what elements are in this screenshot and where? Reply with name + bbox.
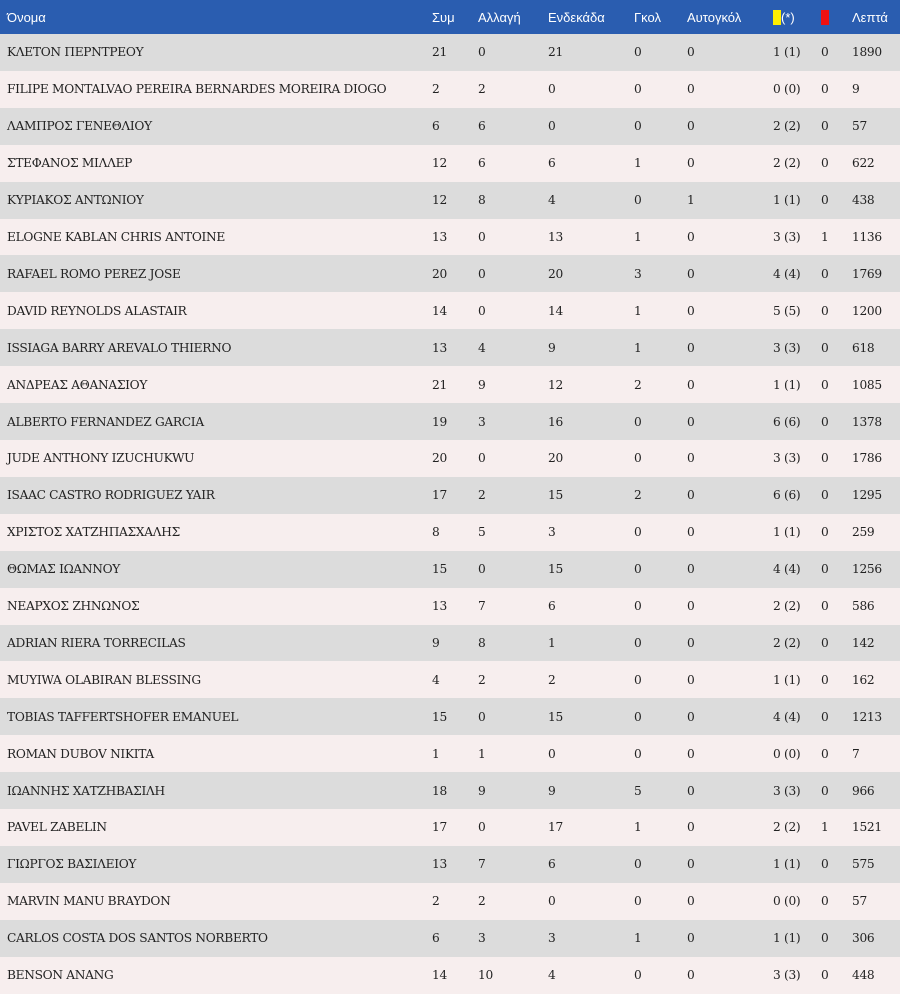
cell-name[interactable]: ΙΩΑΝΝΗΣ ΧΑΤΖΗΒΑΣΙΛΗ bbox=[7, 783, 165, 798]
cell-apps: 21 bbox=[432, 45, 447, 60]
table-row[interactable] bbox=[0, 883, 900, 920]
cell-starting: 16 bbox=[548, 414, 563, 429]
cell-red-cards: 0 bbox=[821, 525, 829, 540]
cell-name[interactable]: ELOGNE KABLAN CHRIS ANTOINE bbox=[7, 229, 225, 244]
cell-own-goals: 0 bbox=[687, 894, 695, 909]
cell-starting: 20 bbox=[548, 451, 563, 466]
cell-yellow-cards: 1 (1) bbox=[773, 193, 801, 208]
cell-goals: 0 bbox=[634, 709, 642, 724]
cell-red-cards: 0 bbox=[821, 672, 829, 687]
cell-name[interactable]: ROMAN DUBOV NIKITA bbox=[7, 746, 154, 761]
cell-sub: 2 bbox=[478, 894, 486, 909]
cell-own-goals: 0 bbox=[687, 303, 695, 318]
cell-yellow-cards: 6 (6) bbox=[773, 488, 801, 503]
cell-apps: 6 bbox=[432, 119, 440, 134]
cell-starting: 3 bbox=[548, 931, 556, 946]
cell-starting: 6 bbox=[548, 156, 556, 171]
cell-own-goals: 0 bbox=[687, 746, 695, 761]
cell-minutes: 622 bbox=[852, 156, 875, 171]
cell-red-cards: 0 bbox=[821, 377, 829, 392]
cell-minutes: 1378 bbox=[852, 414, 882, 429]
cell-apps: 20 bbox=[432, 451, 447, 466]
cell-sub: 0 bbox=[478, 709, 486, 724]
cell-name[interactable]: ADRIAN RIERA TORRECILAS bbox=[7, 635, 186, 650]
yellow-header-suffix: (*) bbox=[781, 9, 795, 25]
cell-goals: 2 bbox=[634, 377, 642, 392]
cell-goals: 1 bbox=[634, 820, 642, 835]
cell-apps: 15 bbox=[432, 709, 447, 724]
cell-minutes: 618 bbox=[852, 340, 875, 355]
table-row[interactable] bbox=[0, 182, 900, 219]
cell-goals: 2 bbox=[634, 488, 642, 503]
cell-own-goals: 0 bbox=[687, 709, 695, 724]
cell-minutes: 1295 bbox=[852, 488, 882, 503]
cell-own-goals: 0 bbox=[687, 119, 695, 134]
col-header-own-goals[interactable]: Αυτογκόλ bbox=[687, 9, 742, 25]
cell-goals: 0 bbox=[634, 599, 642, 614]
cell-sub: 8 bbox=[478, 635, 486, 650]
cell-yellow-cards: 4 (4) bbox=[773, 709, 801, 724]
cell-own-goals: 0 bbox=[687, 783, 695, 798]
cell-red-cards: 0 bbox=[821, 968, 829, 983]
table-row[interactable] bbox=[0, 219, 900, 256]
cell-name[interactable]: MUYIWA OLABIRAN BLESSING bbox=[7, 672, 201, 687]
cell-starting: 15 bbox=[548, 562, 563, 577]
cell-yellow-cards: 5 (5) bbox=[773, 303, 801, 318]
cell-own-goals: 0 bbox=[687, 562, 695, 577]
cell-red-cards: 0 bbox=[821, 303, 829, 318]
cell-own-goals: 0 bbox=[687, 414, 695, 429]
cell-own-goals: 0 bbox=[687, 488, 695, 503]
cell-minutes: 7 bbox=[852, 746, 860, 761]
cell-name[interactable]: FILIPE MONTALVAO PEREIRA BERNARDES MOREIRA DIOGO bbox=[7, 82, 387, 97]
cell-own-goals: 0 bbox=[687, 266, 695, 281]
cell-yellow-cards: 3 (3) bbox=[773, 783, 801, 798]
cell-yellow-cards: 0 (0) bbox=[773, 746, 801, 761]
cell-minutes: 1786 bbox=[852, 451, 882, 466]
cell-name[interactable]: ISAAC CASTRO RODRIGUEZ YAIR bbox=[7, 488, 215, 503]
cell-goals: 0 bbox=[634, 968, 642, 983]
cell-starting: 21 bbox=[548, 45, 563, 60]
cell-name[interactable]: ΚΛΕΤΟΝ ΠΕΡΝΤΡΕΟΥ bbox=[7, 45, 144, 60]
cell-apps: 14 bbox=[432, 968, 447, 983]
cell-yellow-cards: 2 (2) bbox=[773, 599, 801, 614]
cell-sub: 10 bbox=[478, 968, 493, 983]
cell-starting: 3 bbox=[548, 525, 556, 540]
cell-apps: 6 bbox=[432, 931, 440, 946]
cell-minutes: 1521 bbox=[852, 820, 882, 835]
cell-minutes: 1136 bbox=[852, 229, 882, 244]
cell-goals: 0 bbox=[634, 746, 642, 761]
cell-sub: 5 bbox=[478, 525, 486, 540]
cell-red-cards: 0 bbox=[821, 599, 829, 614]
cell-red-cards: 0 bbox=[821, 45, 829, 60]
cell-apps: 4 bbox=[432, 672, 440, 687]
cell-minutes: 1769 bbox=[852, 266, 882, 281]
cell-red-cards: 0 bbox=[821, 635, 829, 650]
cell-own-goals: 0 bbox=[687, 451, 695, 466]
cell-sub: 1 bbox=[478, 746, 486, 761]
cell-goals: 0 bbox=[634, 894, 642, 909]
cell-red-cards: 0 bbox=[821, 783, 829, 798]
cell-red-cards: 0 bbox=[821, 894, 829, 909]
table-row[interactable] bbox=[0, 625, 900, 662]
table-row[interactable] bbox=[0, 440, 900, 477]
cell-name[interactable]: DAVID REYNOLDS ALASTAIR bbox=[7, 303, 187, 318]
table-row[interactable] bbox=[0, 71, 900, 108]
cell-own-goals: 0 bbox=[687, 820, 695, 835]
cell-goals: 1 bbox=[634, 931, 642, 946]
cell-name[interactable]: ΣΤΕΦΑΝΟΣ ΜΙΛΛΕΡ bbox=[7, 156, 133, 171]
cell-minutes: 306 bbox=[852, 931, 875, 946]
cell-apps: 17 bbox=[432, 488, 447, 503]
col-header-red-cards[interactable] bbox=[821, 0, 852, 34]
cell-starting: 0 bbox=[548, 119, 556, 134]
cell-apps: 12 bbox=[432, 193, 447, 208]
yellow-card-icon bbox=[773, 10, 781, 25]
cell-sub: 0 bbox=[478, 45, 486, 60]
cell-apps: 2 bbox=[432, 82, 440, 97]
cell-yellow-cards: 1 (1) bbox=[773, 525, 801, 540]
cell-name[interactable]: ISSIAGA BARRY AREVALO THIERNO bbox=[7, 340, 232, 355]
cell-goals: 0 bbox=[634, 525, 642, 540]
col-header-yellow-cards[interactable] bbox=[773, 0, 821, 34]
table-row[interactable] bbox=[0, 145, 900, 182]
cell-own-goals: 0 bbox=[687, 377, 695, 392]
cell-name[interactable]: ΛΑΜΠΡΟΣ ΓΕΝΕΘΛΙΟΥ bbox=[7, 119, 152, 134]
cell-red-cards: 0 bbox=[821, 709, 829, 724]
cell-name[interactable]: ΓΙΩΡΓΟΣ ΒΑΣΙΛΕΙΟΥ bbox=[7, 857, 137, 872]
cell-sub: 7 bbox=[478, 857, 486, 872]
cell-goals: 1 bbox=[634, 340, 642, 355]
cell-starting: 13 bbox=[548, 229, 563, 244]
cell-yellow-cards: 4 (4) bbox=[773, 562, 801, 577]
cell-apps: 18 bbox=[432, 783, 447, 798]
cell-name[interactable]: JUDE ANTHONY IZUCHUKWU bbox=[7, 451, 195, 466]
cell-minutes: 1085 bbox=[852, 377, 882, 392]
cell-yellow-cards: 1 (1) bbox=[773, 931, 801, 946]
cell-apps: 13 bbox=[432, 857, 447, 872]
cell-goals: 0 bbox=[634, 82, 642, 97]
cell-yellow-cards: 1 (1) bbox=[773, 672, 801, 687]
table-row[interactable] bbox=[0, 403, 900, 440]
cell-goals: 5 bbox=[634, 783, 642, 798]
cell-minutes: 259 bbox=[852, 525, 875, 540]
cell-red-cards: 1 bbox=[821, 820, 829, 835]
cell-yellow-cards: 1 (1) bbox=[773, 45, 801, 60]
cell-apps: 13 bbox=[432, 229, 447, 244]
cell-yellow-cards: 2 (2) bbox=[773, 156, 801, 171]
cell-apps: 1 bbox=[432, 746, 440, 761]
cell-starting: 15 bbox=[548, 488, 563, 503]
cell-red-cards: 0 bbox=[821, 82, 829, 97]
table-row[interactable] bbox=[0, 477, 900, 514]
table-row[interactable] bbox=[0, 108, 900, 145]
cell-sub: 2 bbox=[478, 672, 486, 687]
cell-apps: 14 bbox=[432, 303, 447, 318]
cell-red-cards: 0 bbox=[821, 562, 829, 577]
cell-sub: 0 bbox=[478, 562, 486, 577]
cell-name[interactable]: ΑΝΔΡΕΑΣ ΑΘΑΝΑΣΙΟΥ bbox=[7, 377, 148, 392]
cell-goals: 1 bbox=[634, 156, 642, 171]
cell-own-goals: 0 bbox=[687, 525, 695, 540]
cell-starting: 6 bbox=[548, 599, 556, 614]
cell-starting: 15 bbox=[548, 709, 563, 724]
cell-sub: 3 bbox=[478, 931, 486, 946]
cell-own-goals: 0 bbox=[687, 635, 695, 650]
cell-yellow-cards: 1 (1) bbox=[773, 857, 801, 872]
cell-apps: 2 bbox=[432, 894, 440, 909]
cell-minutes: 9 bbox=[852, 82, 860, 97]
table-row[interactable] bbox=[0, 34, 900, 71]
cell-sub: 8 bbox=[478, 193, 486, 208]
cell-starting: 0 bbox=[548, 746, 556, 761]
cell-sub: 0 bbox=[478, 451, 486, 466]
cell-sub: 9 bbox=[478, 783, 486, 798]
cell-yellow-cards: 4 (4) bbox=[773, 266, 801, 281]
table-row[interactable] bbox=[0, 551, 900, 588]
cell-goals: 0 bbox=[634, 45, 642, 60]
table-row[interactable] bbox=[0, 772, 900, 809]
cell-apps: 12 bbox=[432, 156, 447, 171]
cell-apps: 17 bbox=[432, 820, 447, 835]
cell-minutes: 57 bbox=[852, 894, 867, 909]
cell-red-cards: 0 bbox=[821, 931, 829, 946]
cell-sub: 9 bbox=[478, 377, 486, 392]
cell-own-goals: 0 bbox=[687, 229, 695, 244]
cell-minutes: 966 bbox=[852, 783, 875, 798]
table-row[interactable] bbox=[0, 661, 900, 698]
cell-yellow-cards: 2 (2) bbox=[773, 635, 801, 650]
cell-red-cards: 0 bbox=[821, 451, 829, 466]
cell-minutes: 448 bbox=[852, 968, 875, 983]
cell-sub: 0 bbox=[478, 229, 486, 244]
col-header-minutes[interactable]: Λεπτά bbox=[852, 9, 888, 25]
cell-starting: 4 bbox=[548, 968, 556, 983]
cell-starting: 6 bbox=[548, 857, 556, 872]
table-row[interactable] bbox=[0, 366, 900, 403]
cell-red-cards: 0 bbox=[821, 857, 829, 872]
cell-starting: 0 bbox=[548, 82, 556, 97]
cell-name[interactable]: ALBERTO FERNANDEZ GARCIA bbox=[7, 414, 204, 429]
cell-minutes: 1200 bbox=[852, 303, 882, 318]
cell-goals: 1 bbox=[634, 303, 642, 318]
col-header-sub[interactable]: Αλλαγή bbox=[478, 9, 521, 25]
cell-sub: 3 bbox=[478, 414, 486, 429]
cell-own-goals: 0 bbox=[687, 968, 695, 983]
cell-minutes: 1890 bbox=[852, 45, 882, 60]
cell-yellow-cards: 3 (3) bbox=[773, 229, 801, 244]
cell-minutes: 586 bbox=[852, 599, 875, 614]
cell-red-cards: 0 bbox=[821, 340, 829, 355]
cell-sub: 0 bbox=[478, 266, 486, 281]
cell-starting: 4 bbox=[548, 193, 556, 208]
cell-goals: 0 bbox=[634, 562, 642, 577]
cell-name[interactable]: ΝΕΑΡΧΟΣ ΖΗΝΩΝΟΣ bbox=[7, 599, 140, 614]
cell-apps: 13 bbox=[432, 340, 447, 355]
cell-goals: 0 bbox=[634, 451, 642, 466]
cell-own-goals: 0 bbox=[687, 156, 695, 171]
col-header-apps[interactable]: Συμ bbox=[432, 9, 455, 25]
cell-name[interactable]: ΧΡΙΣΤΟΣ ΧΑΤΖΗΠΑΣΧΑΛΗΣ bbox=[7, 525, 180, 540]
cell-sub: 4 bbox=[478, 340, 486, 355]
cell-starting: 9 bbox=[548, 340, 556, 355]
cell-sub: 0 bbox=[478, 303, 486, 318]
table-row[interactable] bbox=[0, 920, 900, 957]
cell-starting: 12 bbox=[548, 377, 563, 392]
cell-goals: 0 bbox=[634, 193, 642, 208]
cell-red-cards: 0 bbox=[821, 414, 829, 429]
table-row[interactable] bbox=[0, 514, 900, 551]
cell-name[interactable]: ΘΩΜΑΣ ΙΩΑΝΝΟΥ bbox=[7, 562, 121, 577]
table-row[interactable] bbox=[0, 735, 900, 772]
cell-minutes: 57 bbox=[852, 119, 867, 134]
cell-yellow-cards: 1 (1) bbox=[773, 377, 801, 392]
cell-own-goals: 0 bbox=[687, 82, 695, 97]
cell-name[interactable]: MARVIN MANU BRAYDON bbox=[7, 894, 171, 909]
cell-own-goals: 0 bbox=[687, 599, 695, 614]
cell-own-goals: 0 bbox=[687, 931, 695, 946]
table-row[interactable] bbox=[0, 588, 900, 625]
cell-minutes: 438 bbox=[852, 193, 875, 208]
table-row[interactable] bbox=[0, 957, 900, 994]
cell-yellow-cards: 3 (3) bbox=[773, 340, 801, 355]
cell-apps: 13 bbox=[432, 599, 447, 614]
cell-own-goals: 0 bbox=[687, 45, 695, 60]
cell-red-cards: 1 bbox=[821, 229, 829, 244]
cell-own-goals: 0 bbox=[687, 857, 695, 872]
table-body bbox=[0, 34, 900, 994]
cell-yellow-cards: 0 (0) bbox=[773, 894, 801, 909]
cell-red-cards: 0 bbox=[821, 119, 829, 134]
cell-sub: 0 bbox=[478, 820, 486, 835]
cell-sub: 2 bbox=[478, 488, 486, 503]
table-row[interactable] bbox=[0, 809, 900, 846]
cell-sub: 2 bbox=[478, 82, 486, 97]
cell-name[interactable]: CARLOS COSTA DOS SANTOS NORBERTO bbox=[7, 931, 268, 946]
cell-apps: 19 bbox=[432, 414, 447, 429]
cell-red-cards: 0 bbox=[821, 193, 829, 208]
cell-yellow-cards: 3 (3) bbox=[773, 451, 801, 466]
cell-starting: 14 bbox=[548, 303, 563, 318]
cell-sub: 7 bbox=[478, 599, 486, 614]
cell-minutes: 1213 bbox=[852, 709, 882, 724]
col-header-goals[interactable]: Γκολ bbox=[634, 9, 661, 25]
cell-apps: 15 bbox=[432, 562, 447, 577]
cell-yellow-cards: 0 (0) bbox=[773, 82, 801, 97]
cell-name[interactable]: RAFAEL ROMO PEREZ JOSE bbox=[7, 266, 181, 281]
cell-starting: 20 bbox=[548, 266, 563, 281]
cell-red-cards: 0 bbox=[821, 488, 829, 503]
cell-goals: 3 bbox=[634, 266, 642, 281]
table-header-row bbox=[0, 0, 900, 34]
cell-minutes: 575 bbox=[852, 857, 875, 872]
table-row[interactable] bbox=[0, 698, 900, 735]
cell-name[interactable]: TOBIAS TAFFERTSHOFER EMANUEL bbox=[7, 709, 239, 724]
col-header-starting[interactable]: Ενδεκάδα bbox=[548, 9, 605, 25]
cell-yellow-cards: 2 (2) bbox=[773, 820, 801, 835]
cell-yellow-cards: 2 (2) bbox=[773, 119, 801, 134]
cell-goals: 0 bbox=[634, 857, 642, 872]
cell-goals: 1 bbox=[634, 229, 642, 244]
cell-name[interactable]: BENSON ANANG bbox=[7, 968, 114, 983]
cell-minutes: 142 bbox=[852, 635, 875, 650]
col-header-name[interactable]: Όνομα bbox=[7, 9, 46, 25]
cell-goals: 0 bbox=[634, 635, 642, 650]
cell-yellow-cards: 3 (3) bbox=[773, 968, 801, 983]
cell-goals: 0 bbox=[634, 414, 642, 429]
table-row[interactable] bbox=[0, 255, 900, 292]
table-row[interactable] bbox=[0, 329, 900, 366]
cell-own-goals: 0 bbox=[687, 672, 695, 687]
cell-starting: 1 bbox=[548, 635, 556, 650]
cell-goals: 0 bbox=[634, 119, 642, 134]
table-row[interactable] bbox=[0, 846, 900, 883]
cell-starting: 0 bbox=[548, 894, 556, 909]
cell-red-cards: 0 bbox=[821, 156, 829, 171]
cell-goals: 0 bbox=[634, 672, 642, 687]
cell-starting: 17 bbox=[548, 820, 563, 835]
cell-yellow-cards: 6 (6) bbox=[773, 414, 801, 429]
cell-starting: 9 bbox=[548, 783, 556, 798]
cell-name[interactable]: ΚΥΡΙΑΚΟΣ ΑΝΤΩΝΙΟΥ bbox=[7, 193, 144, 208]
cell-minutes: 162 bbox=[852, 672, 875, 687]
cell-own-goals: 1 bbox=[687, 193, 695, 208]
cell-red-cards: 0 bbox=[821, 746, 829, 761]
table-row[interactable] bbox=[0, 292, 900, 329]
cell-minutes: 1256 bbox=[852, 562, 882, 577]
red-card-icon bbox=[821, 10, 829, 25]
cell-sub: 6 bbox=[478, 119, 486, 134]
cell-apps: 8 bbox=[432, 525, 440, 540]
cell-apps: 9 bbox=[432, 635, 440, 650]
cell-sub: 6 bbox=[478, 156, 486, 171]
cell-apps: 20 bbox=[432, 266, 447, 281]
cell-red-cards: 0 bbox=[821, 266, 829, 281]
cell-own-goals: 0 bbox=[687, 340, 695, 355]
cell-starting: 2 bbox=[548, 672, 556, 687]
cell-name[interactable]: PAVEL ZABELIN bbox=[7, 820, 107, 835]
cell-apps: 21 bbox=[432, 377, 447, 392]
